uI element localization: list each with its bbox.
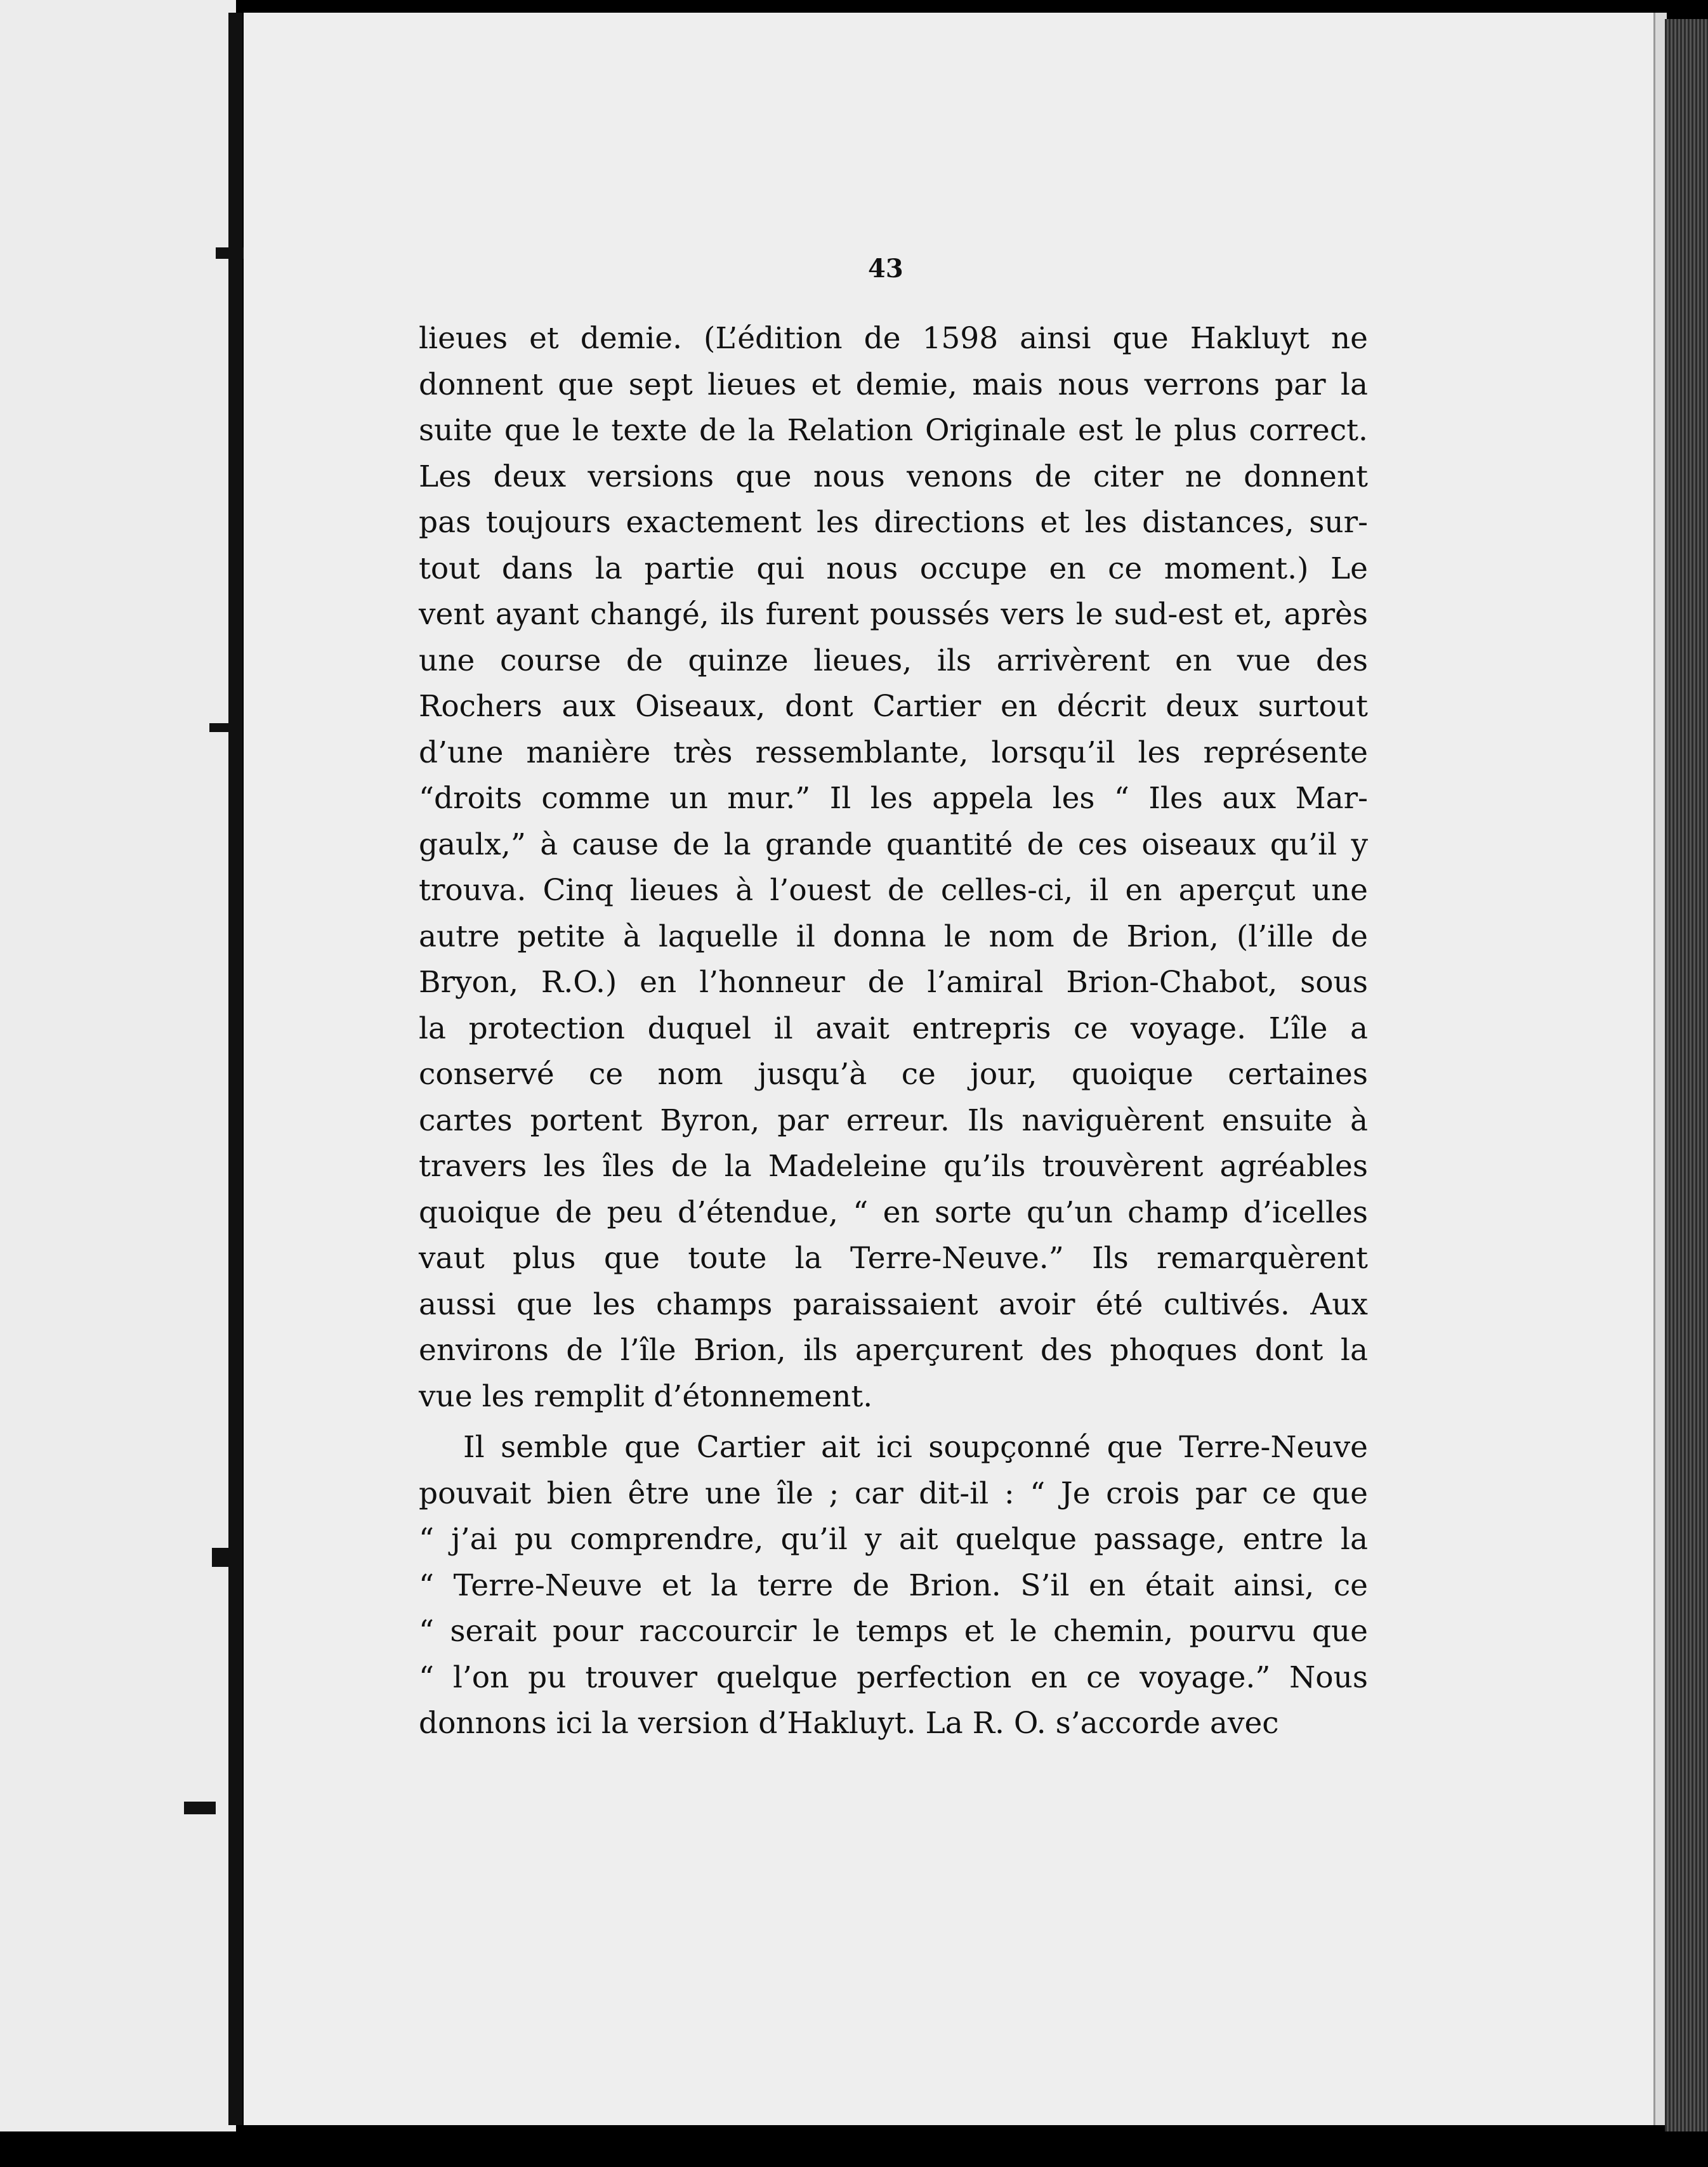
text-line: trouva. Cinq lieues à l’ouest de celles-ci, il en aperçut une: [419, 873, 1368, 908]
text-line: donnent que sept lieues et demie, mais nous verrons par la: [419, 367, 1368, 402]
text-line: vent ayant changé, ils furent poussés vers le sud-est et, après: [419, 597, 1368, 632]
book-edge-pages: [1665, 19, 1708, 2131]
gutter-notch: [184, 1802, 216, 1814]
text-line: aussi que les champs paraissaient avoir été cultivés. Aux: [419, 1286, 1368, 1322]
text-line: travers les îles de la Madeleine qu’ils trouvèrent agréables: [419, 1149, 1368, 1184]
text-line: gaulx,” à cause de la grande quantité de ces oiseaux qu’il y: [419, 827, 1368, 862]
text-line: la protection duquel il avait entrepris ce voyage. L’île a: [419, 1011, 1368, 1046]
text-line: d’une manière très ressemblante, lorsqu’il les représente: [419, 735, 1368, 770]
text-line: “ l’on pu trouver quelque perfection en ce voyage.” Nous: [419, 1660, 1368, 1695]
text-line: autre petite à laquelle il donna le nom de Brion, (l’ille de: [419, 919, 1368, 954]
text-line: “ j’ai pu comprendre, qu’il y ait quelque passage, entre la: [419, 1522, 1368, 1557]
text-line: environs de l’île Brion, ils aperçurent des phoques dont la: [419, 1333, 1368, 1368]
text-line: tout dans la partie qui nous occupe en ce moment.) Le: [419, 551, 1368, 586]
text-line: Rochers aux Oiseaux, dont Cartier en décrit deux surtout: [419, 689, 1368, 724]
gutter-notch: [216, 247, 244, 259]
text-line: pouvait bien être une île ; car dit-il : “ Je crois par ce que: [419, 1476, 1368, 1511]
text-line: quoique de peu d’étendue, “ en sorte qu’un champ d’icelles: [419, 1195, 1368, 1230]
text-line: “droits comme un mur.” Il les appela les “ Iles aux Mar-: [419, 781, 1368, 816]
text-line: lieues et demie. (L’édition de 1598 ainsi que Hakluyt ne: [419, 321, 1368, 356]
text-line: pas toujours exactement les directions et les distances, sur-: [419, 505, 1368, 540]
text-line: Les deux versions que nous venons de citer ne donnent: [419, 459, 1368, 494]
gutter-notch: [212, 1548, 237, 1567]
text-line: Bryon, R.O.) en l’honneur de l’amiral Brion-Chabot, sous: [419, 965, 1368, 1000]
text-line: vaut plus que toute la Terre-Neuve.” Ils remarquèrent: [419, 1241, 1368, 1276]
text-line: cartes portent Byron, par erreur. Ils naviguèrent ensuite à: [419, 1103, 1368, 1138]
text-line: Il semble que Cartier ait ici soupçonné que Terre-Neuve: [463, 1430, 1368, 1465]
text-line: suite que le texte de la Relation Originale est le plus correct.: [419, 413, 1368, 448]
text-line: vue les remplit d’étonnement.: [419, 1378, 873, 1414]
gutter-notch: [209, 723, 228, 732]
scan-bottom-border: [0, 2131, 1708, 2167]
text-line: conservé ce nom jusqu’à ce jour, quoique certaines: [419, 1057, 1368, 1092]
text-line: une course de quinze lieues, ils arrivèrent en vue des: [419, 643, 1368, 678]
page-number: 43: [868, 254, 903, 284]
text-line: “ Terre-Neuve et la terre de Brion. S’il en était ainsi, ce: [419, 1568, 1368, 1603]
text-line: donnons ici la version d’Hakluyt. La R. O. s’accorde avec: [419, 1706, 1279, 1741]
text-line: “ serait pour raccourcir le temps et le chemin, pourvu que: [419, 1614, 1368, 1649]
book-gutter: [228, 13, 242, 2125]
